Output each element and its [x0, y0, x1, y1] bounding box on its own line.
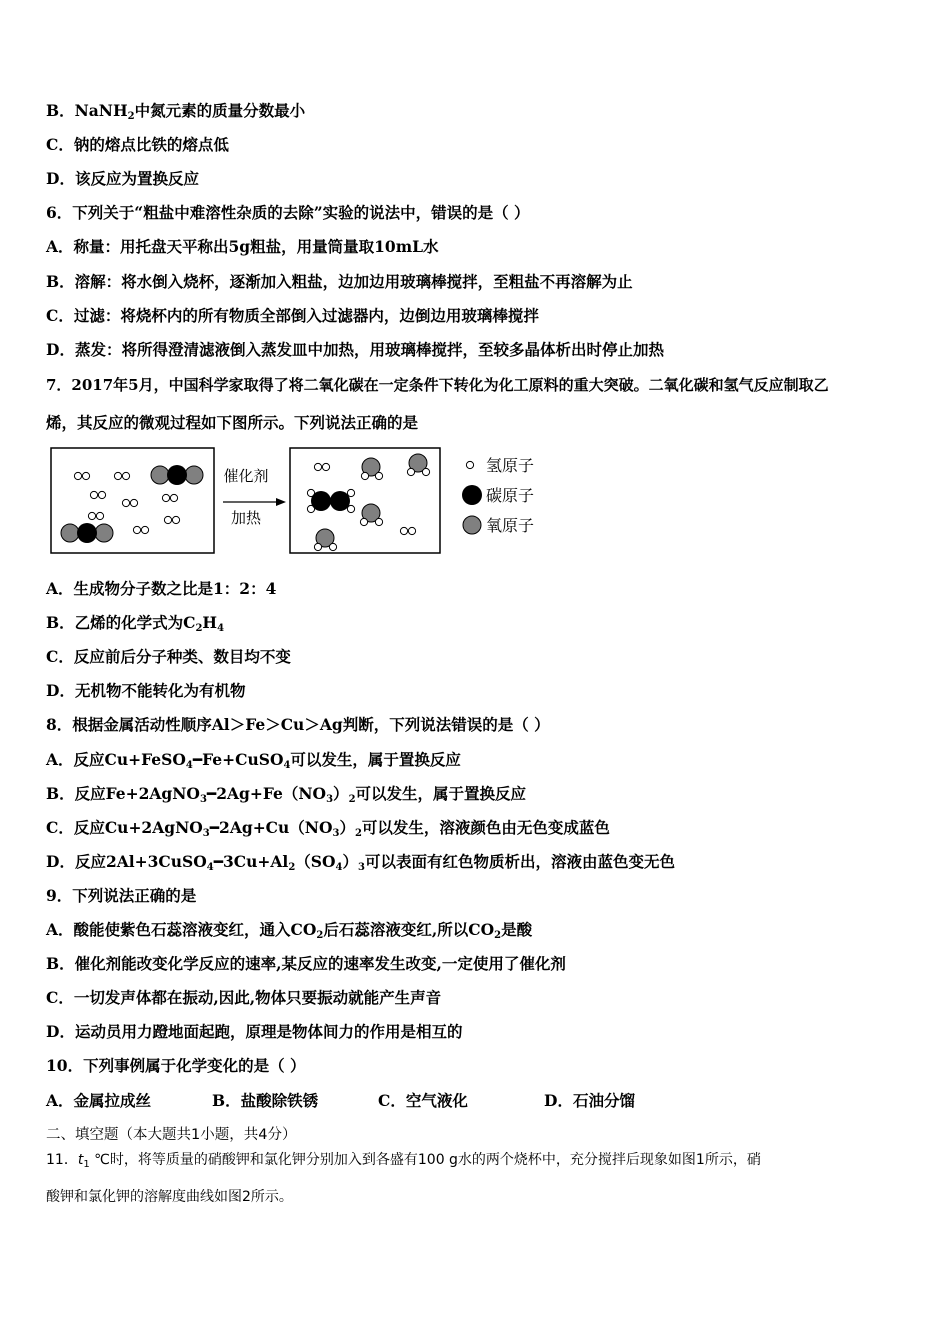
q6-option-c: C．过滤：将烧杯内的所有物质全部倒入过滤器内，边倒边用玻璃棒搅拌	[46, 306, 539, 325]
q10-option-a: A．金属拉成丝	[46, 1091, 152, 1110]
oxygen-legend-icon	[463, 516, 481, 534]
q8-option-a: A．反应Cu+FeSO$_4$━Fe+CuSO$_4$可以发生，属于置换反应	[46, 750, 461, 771]
q9-option-c: C．一切发声体都在振动,因此,物体只要振动就能产生声音	[46, 988, 442, 1007]
q5-option-c: C．钠的熔点比铁的熔点低	[46, 135, 229, 154]
q10-option-d: D．石油分馏	[544, 1091, 635, 1110]
arrow-head	[276, 498, 286, 506]
q11-line2: 酸钾和氯化钾的溶解度曲线如图2所示。	[46, 1189, 293, 1205]
q8-option-d: D．反应$2Al+3CuSO_4━3Cu+Al_2(SO_4)_3$可以表面有红色物质析出，溶液由蓝色变无色	[46, 852, 675, 873]
q6-stem: 6．下列关于“粗盐中难溶性杂质的去除”实验的说法中，错误的是（ ）	[46, 203, 530, 222]
legend-oxygen: 氧原子	[486, 516, 535, 535]
arrow-label-catalyst: 催化剂	[223, 467, 269, 485]
q7-option-d: D．无机物不能转化为有机物	[46, 681, 246, 700]
q10-options	[46, 1091, 635, 1111]
q8-option-c: C．反应$Cu+2AgNO_3━2Ag+Cu(NO_3)_2$可以发生，溶液颜色由无色变成蓝色	[46, 818, 610, 839]
q9-option-a: A．酸能使紫色石蕊溶液变红，通入$CO_2$后石蕊溶液变红,所以$CO_2$是酸	[46, 920, 533, 941]
co2-molecule	[151, 465, 203, 485]
carbon-legend-icon	[462, 485, 482, 505]
q9-option-b: B．催化剂能改变化学反应的速率,某反应的速率发生改变,一定使用了催化剂	[46, 954, 566, 973]
q6-option-b: B．溶解：将水倒入烧杯，逐渐加入粗盐，边加边用玻璃棒搅拌，至粗盐不再溶解为止	[46, 272, 633, 291]
q6-option-d: D．蒸发：将所得澄清滤液倒入蒸发皿中加热，用玻璃棒搅拌，至较多晶体析出时停止加热	[46, 340, 664, 359]
q9-option-d: D．运动员用力蹬地面起跑，原理是物体间力的作用是相互的	[46, 1022, 463, 1041]
co2-molecule	[61, 523, 113, 543]
hydrogen-legend-icon	[466, 461, 473, 468]
q7-option-c: C．反应前后分子种类、数目均不变	[46, 647, 291, 666]
section-heading: 二、填空题（本大题共1小题，共4分）	[46, 1127, 297, 1143]
arrow-label-heat: 加热	[230, 509, 262, 527]
q7-option-b: B．乙烯的化学式为$C_2H_4$	[46, 613, 225, 634]
q8-stem: 8．根据金属活动性顺序Al＞Fe＞Cu＞Ag判断，下列说法错误的是（ ）	[46, 715, 550, 734]
legend	[462, 456, 534, 535]
q8-option-b: B．反应$Fe+2AgNO_3━2Ag+Fe(NO_3)_2$可以发生，属于置换反应	[46, 784, 527, 805]
reaction-diagram	[46, 443, 566, 559]
q10-stem: 10．下列事例属于化学变化的是（ ）	[46, 1056, 306, 1075]
q5-option-d: D．该反应为置换反应	[46, 169, 199, 188]
q10-option-b: B．盐酸除铁锈	[212, 1091, 319, 1110]
q7-stem-line2: 烯，其反应的微观过程如下图所示。下列说法正确的是	[46, 413, 419, 432]
legend-hydrogen: 氢原子	[486, 456, 535, 475]
q10-option-c: C．空气液化	[378, 1091, 468, 1110]
q11-line1: 11．$t_1$ ℃时，将等质量的硝酸钾和氯化钾分别加入到各盛有100 g水的两个烧杯中，充分搅拌后现象如图1所示，硝	[46, 1152, 761, 1170]
q5-option-b: B．NaNH$_2$中氮元素的质量分数最小	[46, 101, 306, 122]
legend-carbon: 碳原子	[486, 486, 535, 505]
q7-stem-line1: 7．2017年5月，中国科学家取得了将二氧化碳在一定条件下转化为化工原料的重大突破。二氧化碳和氢气反应制取乙	[46, 376, 829, 394]
q7-option-a: A．生成物分子数之比是1：2：4	[46, 579, 277, 598]
q9-stem: 9．下列说法正确的是	[46, 886, 197, 905]
q6-option-a: A．称量：用托盘天平称出5g粗盐，用量筒量取10mL水	[46, 237, 439, 256]
